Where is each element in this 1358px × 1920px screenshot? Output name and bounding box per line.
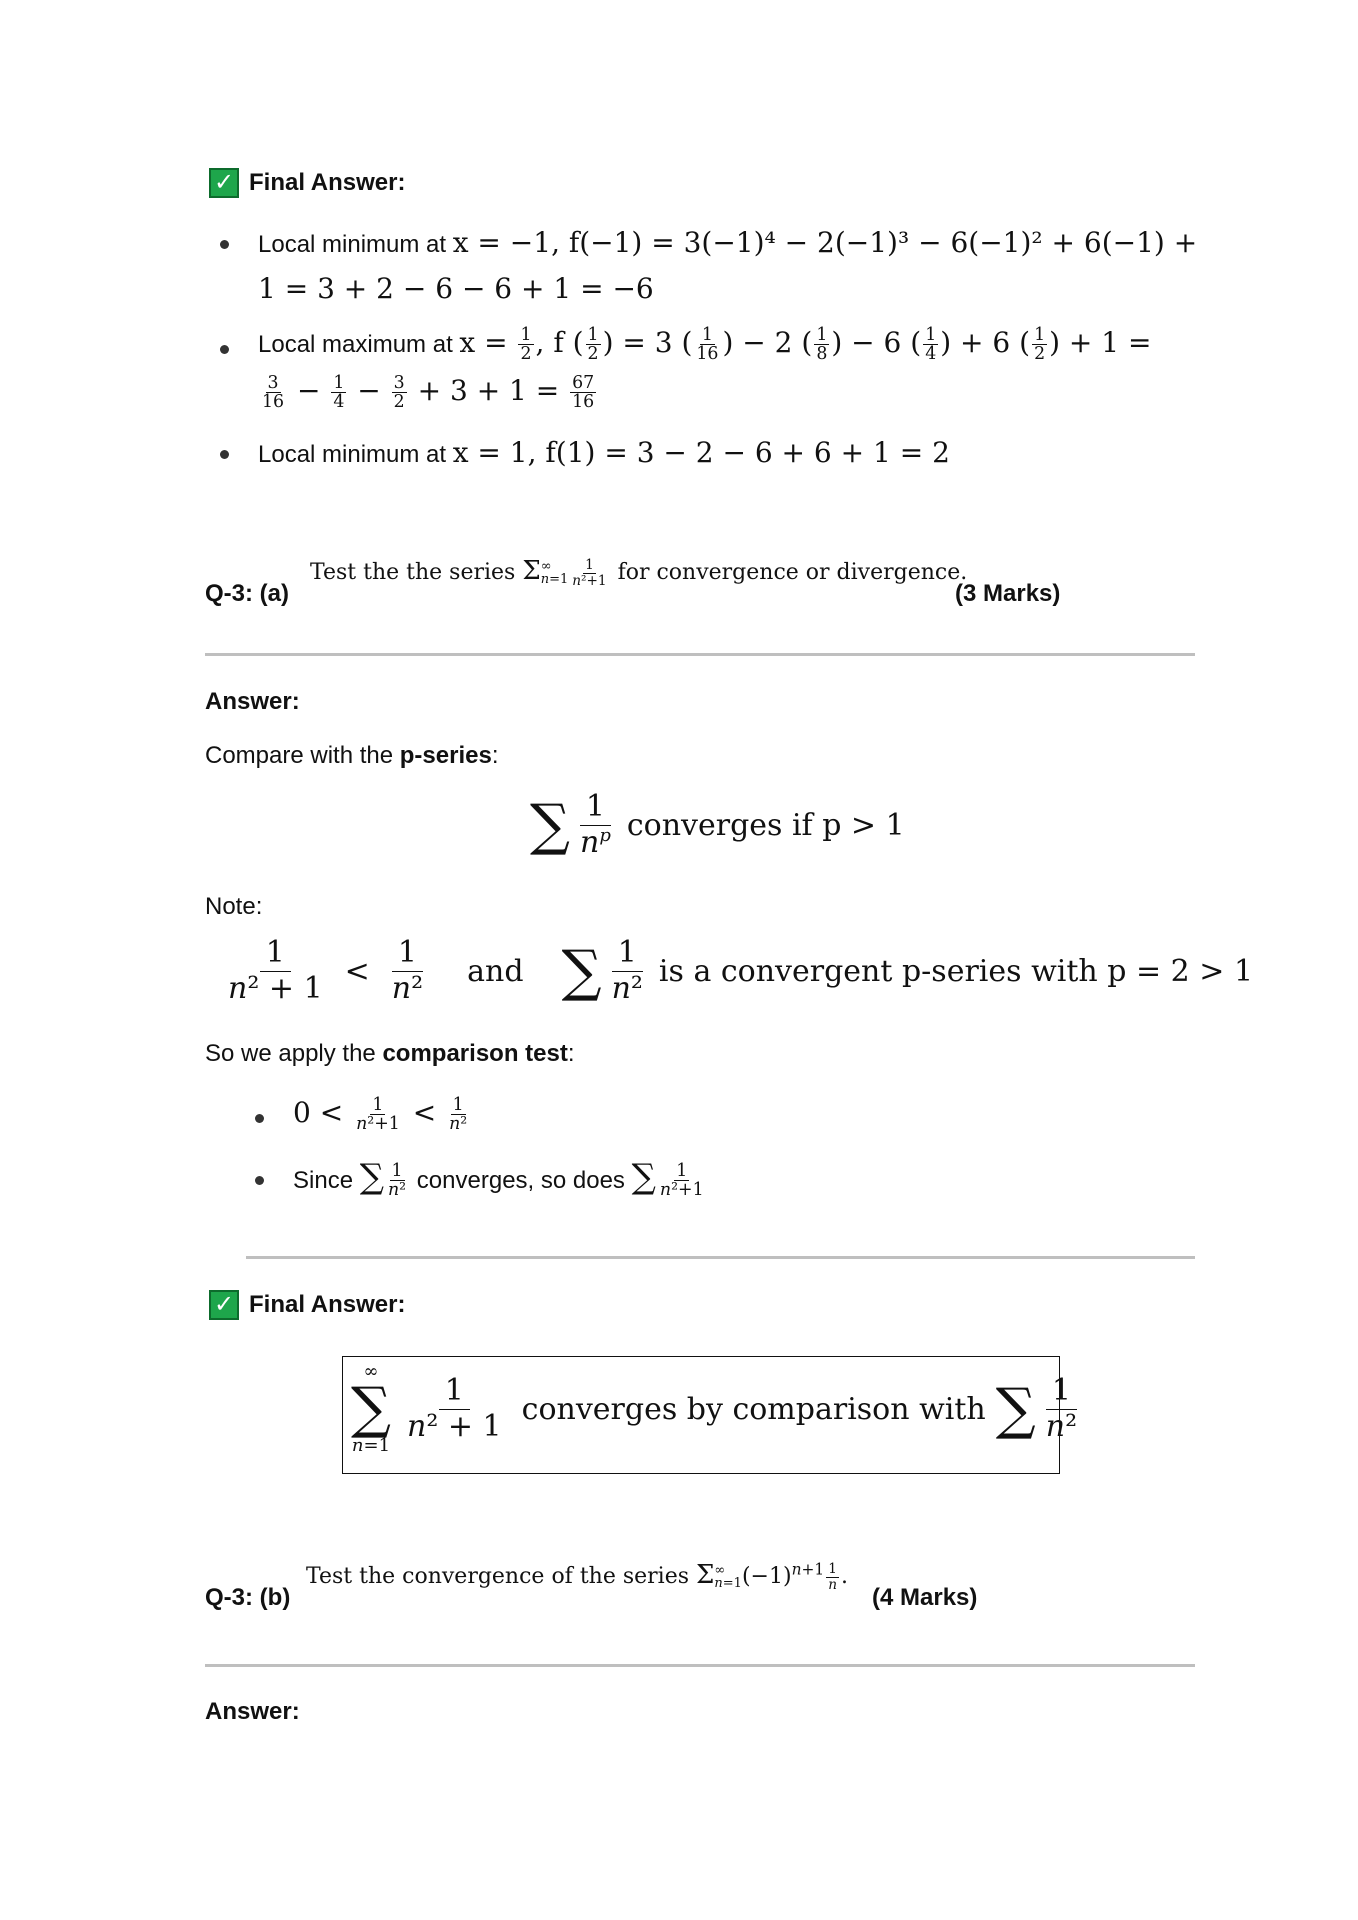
max-math-line2 [258,374,598,411]
pseries-formula [530,790,905,860]
question-text-a: Test the the series Σ ∞ n=1 $\frac{1}{\text{n²+1}}$ for convergence or divergence. [310,556,968,589]
max-math [459,325,1152,365]
bullet-label: Local minimum at [258,441,453,468]
fraction: $\frac{1}{\text{n²}}$ [387,1160,407,1200]
divider [205,1664,1195,1667]
text-seg: Since [293,1167,360,1194]
math-seg: ) − 2 ( [722,326,813,360]
sigma-symbol: ∑ [530,792,570,858]
bullet-label: Local maximum at [258,331,460,359]
fraction: $\frac{1}{16}$ [696,325,719,365]
fraction: $\frac{1}{2}$ [520,325,532,365]
bullet-math-line1: x = −1, f(−1) = 3(−1)⁴ − 2(−1)³ − 6(−1)² + 6(−1) + [452,226,1198,259]
and-text: and [467,953,524,989]
final-answer-label: Final Answer: [249,169,406,196]
text-seg: : [491,742,499,769]
math-seg: + 3 + 1 = [408,374,569,408]
marks-b: (4 Marks) [872,1584,978,1611]
fraction: $\frac{1}{\text{n² + 1}}$ [406,1373,502,1444]
bold-seg: comparison test [382,1040,568,1067]
bullet-dot [220,345,229,354]
note-label: Note: [205,893,263,920]
fraction: $\frac{1}{n^p}$ [579,789,611,860]
marks-a: (3 Marks) [955,580,1061,607]
text-seg: : [567,1040,575,1067]
fraction: $\frac{1}{\text{n²+1}}$ [572,557,607,589]
bullet-local-maximum [258,326,1151,363]
fraction: $\frac{1}{n}$ [828,1561,837,1593]
fraction: $\frac{1}{\text{n²+1}}$ [659,1160,704,1200]
bullet-math-line2: 1 = 3 + 2 − 6 − 6 + 1 = −6 [258,272,654,305]
fraction: $\frac{3}{16}$ [262,373,285,413]
math-seg: ) = 3 ( [602,326,693,360]
divider [205,653,1195,656]
bullet-dot [220,450,229,459]
question-text-seg: for convergence or divergence. [610,560,968,585]
math-seg: − [348,374,390,408]
fraction: $\frac{1}{8}$ [816,325,828,365]
since-bullet: Since ∑ $\frac{1}{\text{n²}}$ converges, so does ∑ $\frac{1}{\text{n²+1}}$ [293,1157,704,1200]
pseries-text: converges if p > 1 [626,807,905,843]
bullet-dot [255,1176,264,1185]
text-seg: Compare with the [205,742,400,769]
fraction: $\frac{1}{4}$ [925,325,937,365]
note-formula [218,936,1253,1006]
less-than: < [344,953,370,989]
math-seg: ) − 6 ( [831,326,922,360]
sigma-with-limits: ∞ ∑ n=1 [351,1361,391,1456]
question-text-seg: Test the convergence of the series [306,1564,697,1589]
text-seg: So we apply the [205,1040,383,1067]
bullet-local-minimum-1 [258,226,1197,259]
question-text-b: Test the convergence of the series Σ ∞ n=1 $(-1)^{n+1}$ $\frac{1}{n}$ . [306,1560,848,1593]
boxed-answer [342,1356,1078,1474]
bullet-local-minimum-2 [258,436,950,469]
bullet-label: Local minimum at [258,231,453,258]
bold-seg: p-series [399,742,492,769]
fraction: $\frac{1}{\text{n² + 1}}$ [228,935,323,1006]
math-seg: ) + 1 = [1049,326,1152,360]
bullet-math: x = 1, f(1) = 3 − 2 − 6 + 6 + 1 = 2 [452,436,950,469]
math-seg: x = [459,326,517,360]
boxed-text: converges by comparison with [521,1391,986,1427]
fraction: $\frac{1}{\text{n²}}$ [1045,1373,1078,1444]
question-text-seg: Test the the series [310,560,523,585]
answer-heading-b: Answer: [205,1698,300,1725]
answer-heading-a: Answer: [205,688,300,715]
bullet-dot [220,240,229,249]
fraction: $\frac{1}{2}$ [587,325,599,365]
divider [246,1256,1195,1259]
math-seg: , f ( [535,326,584,360]
final-answer-label: Final Answer: [249,1291,406,1318]
fraction: $\frac{1}{4}$ [333,373,345,413]
final-answer-heading-2 [209,1290,405,1320]
fraction: $\frac{1}{\text{n²}}$ [611,935,643,1006]
fraction: $\frac{1}{2}$ [1034,325,1046,365]
sigma-symbol: ∑ [995,1376,1036,1442]
math-seg: ) + 6 ( [940,326,1031,360]
bullet-dot [255,1114,264,1123]
fraction: $\frac{3}{2}$ [393,373,405,413]
question-label-a: Q-3: (a) [205,580,289,607]
inequality-bullet: 0 < $\frac{1}{\text{n²+1}}$ < $\frac{1}{\text{n²}}$ [293,1095,468,1135]
convergent-text: is a convergent p-series with p = 2 > 1 [658,953,1254,989]
final-answer-heading-1 [209,168,405,198]
fraction: $\frac{1}{\text{n²+1}}$ [356,1095,400,1135]
math-seg: − [288,374,330,408]
fraction: $\frac{1}{\text{n²}}$ [449,1095,468,1135]
compare-line [205,742,499,770]
checkmark-icon: ✓ [209,1290,239,1320]
fraction: $\frac{67}{16}$ [572,373,595,413]
apply-line [205,1040,575,1068]
question-label-b: Q-3: (b) [205,1584,291,1611]
fraction: $\frac{1}{\text{n²}}$ [391,935,424,1006]
checkmark-icon: ✓ [209,168,239,198]
text-seg: converges, so does [410,1167,632,1194]
sigma-symbol: ∑ [561,938,602,1004]
